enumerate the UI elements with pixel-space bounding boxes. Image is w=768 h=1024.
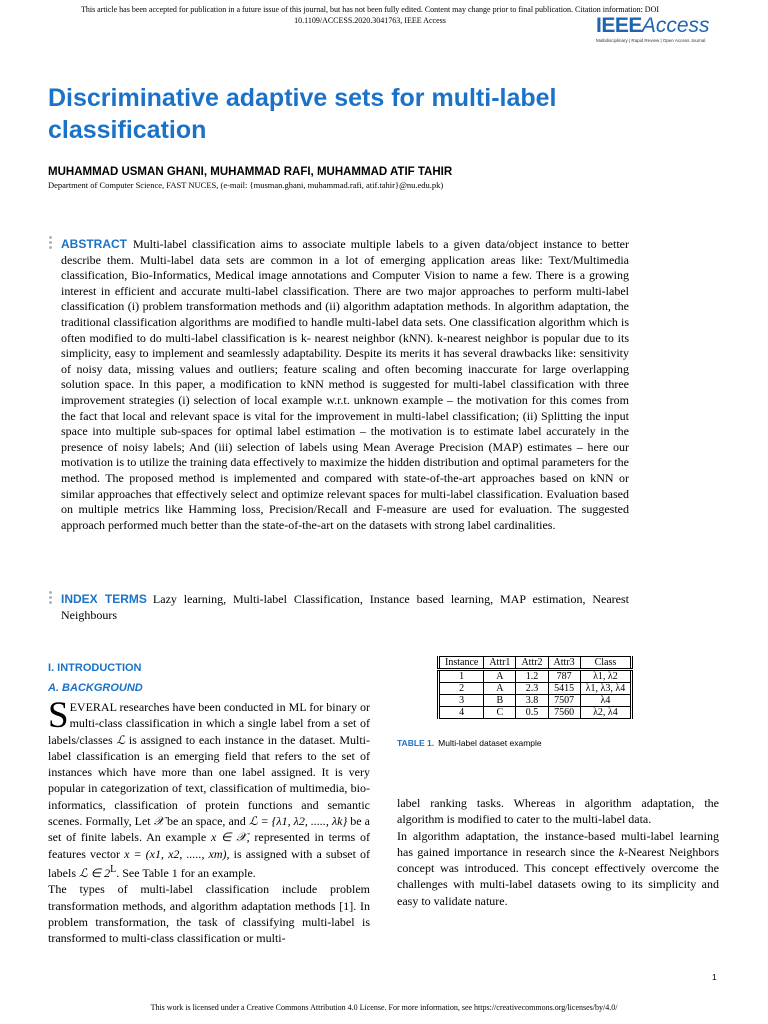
drop-cap: S	[48, 695, 69, 736]
index-terms-marker-icon	[49, 591, 52, 606]
table-cell: 7507	[548, 695, 580, 707]
affiliation: Department of Computer Science, FAST NUCES, (e-mail: {musman.ghani, muhammad.rafi, atif.tahir}@nu.edu.pk)	[48, 180, 444, 190]
table-row	[439, 683, 632, 695]
table-cell: λ1, λ3, λ4	[580, 683, 632, 695]
table-1	[437, 656, 633, 719]
table-caption	[397, 738, 542, 748]
table-cell: 1	[459, 671, 465, 682]
table-header-cell: Class	[580, 657, 632, 670]
table-cell: 1.2	[516, 670, 548, 683]
table-row	[439, 707, 632, 719]
abstract	[61, 237, 629, 533]
table-cell: 2	[459, 683, 465, 694]
table-cell: B	[484, 695, 516, 707]
table-cell: 3.8	[516, 695, 548, 707]
intro-paragraph-1: SEVERAL researches have been conducted in ML for binary or multi-class classification in which a single label from a set of labels/classes ℒ is assigned to each instance in the dataset. Multi-label classification is an emerging field that refers to the set of instances which have more than one label assigned. It is very popular in categorization of text, classification of multimedia, bio-informatics, classification of protein functions and semantic scenes. Formally, Let 𝒳 be an space, and ℒ = {λ1, λ2, ....., λk} be a set of finite labels. An example x ∈ 𝒳, represented in terms of features vector x = (x1, x2, ....., xm), is assigned with a subset of labels ℒ ∈ $2^L$. See Table 1 for an example.	[48, 695, 370, 880]
table-header-row	[439, 657, 632, 670]
table-cell: λ1, λ2	[580, 670, 632, 683]
abstract-marker-icon	[49, 236, 52, 251]
table-row	[439, 670, 632, 683]
table-cell: C	[484, 707, 516, 719]
index-terms-text: Lazy learning, Multi-label Classification, Instance based learning, MAP estimation, Nearest Neighbours	[61, 592, 630, 622]
author-list: MUHAMMAD USMAN GHANI, MUHAMMAD RAFI, MUHAMMAD ATIF TAHIR	[48, 166, 453, 178]
right-paragraph-2: In algorithm adaptation, the instance-based multi-label learning has gained importance in research since the k-Nearest Neighbors concept was introduced. This concept effectively overcome the challenges with multi-label datasets owing to its simplicity and easy to validate nature.	[397, 828, 720, 908]
math-label-set: ℒ = {λ1, λ2, ....., λk}	[248, 814, 348, 829]
table-cell: A	[484, 683, 516, 695]
table-cell: 3	[459, 695, 465, 706]
logo-ieee: IEEE	[596, 14, 642, 37]
math-space-symbol: 𝒳	[153, 814, 164, 829]
table-cell: λ2, λ4	[580, 707, 632, 719]
table-header-cell: Attr1	[484, 657, 516, 670]
table-cell: 0.5	[516, 707, 548, 719]
page-number: 1	[712, 972, 717, 982]
publication-notice-line2: 10.1109/ACCESS.2020.3041763, IEEE Access	[294, 16, 446, 25]
table-cell: 7560	[548, 707, 580, 719]
abstract-label: ABSTRACT	[61, 237, 127, 251]
math-powerset: ℒ ∈ 2	[79, 865, 111, 880]
table-cell: 4	[459, 707, 465, 718]
math-label-set-symbol: ℒ	[116, 732, 126, 747]
ieee-access-logo	[596, 14, 726, 44]
table-caption-label: TABLE 1.	[397, 738, 435, 748]
logo-tagline: Multidisciplinary | Rapid Review | Open Access Journal	[596, 38, 706, 43]
section-heading: I. INTRODUCTION	[48, 662, 142, 674]
left-column-text	[48, 695, 370, 946]
table-header-cell: Attr3	[548, 657, 580, 670]
math-k: k	[618, 844, 624, 859]
logo-access: Access	[641, 14, 710, 37]
right-paragraph-1: label ranking tasks. Whereas in algorithm adaptation, the algorithm is modified to cater to the multi-label data.	[397, 796, 719, 827]
table-header-cell: Instance	[445, 657, 479, 668]
publication-notice-line1: This article has been accepted for publication in a future issue of this journal, but has not been fully edited. Content may change prior to final publication. Citation information: DOI	[80, 5, 660, 14]
subsection-heading: A. BACKGROUND	[48, 682, 143, 694]
abstract-text: Multi-label classification aims to associate multiple labels to a given data/object instance to better describe them. Multi-label data sets are common in a lot of emerging application areas like: Text/Multimedia classification, Bio-Informatics, Medical image annotations and Computer Vision to name a few. There is a growing interest in efficient and accurate multi-label classification. There are two major approaches to perform multi-label classification (i) problem transformation methods and (ii) algorithm adaptation methods. In algorithm adaptation, the traditional classification algorithms are modified to handle multi-label data sets. One classification algorithm which is often modified to do multi-label classification is k- nearest neighbor (kNN). k-nearest neighbor is popular due to its simplicity, easy to implement and seamlessly adaptability. Despite its merits it has several drawbacks like: sensitivity of noisy data, missing values and outliers; feature scaling and often becoming inaccurate for large overlapping solution space. In this paper, a modification to kNN method is suggested for multi-label classification with three improvement strategies (i) selection of local example w.r.t. unknown example – the motivation for this comes from the fact that local and relevant space is vital for the improvement in multi-label classification; (ii) Splitting the input space into multiple sub-spaces for optimal label estimation – the motivation is to estimate label accurately in the presence of noisy labels; And (iii) selection of labels using Mean Average Precision (MAP) estimates – here our motivation is to utilize the training data effectively to maximize the hidden distribution and optimal parameters for the method. The proposed method is implemented and compared with state-of-the-art approaches based on kNN or similar approaches that effectively select and optimize relevant spaces for multi-label classification. Evaluation based on multiple metrics like Hamming loss, Precision/Recall and F-measure are used for evaluation. The suggested approach performed much better than the state-of-the-art on the datasets with strong label cardinalities.	[61, 237, 629, 532]
table-cell: 5415	[548, 683, 580, 695]
table-caption-text: Multi-label dataset example	[438, 738, 542, 748]
math-membership: x ∈ 𝒳	[210, 830, 247, 845]
license-footer: This work is licensed under a Creative Commons Attribution 4.0 License. For more information, see https://creativecommons.org/licenses/by/4.0/	[150, 1003, 618, 1012]
logo-wordmark	[596, 14, 726, 38]
index-terms	[61, 592, 629, 623]
paper-title: Discriminative adaptive sets for multi-label classification	[48, 84, 557, 144]
table-cell: 2.3	[516, 683, 548, 695]
index-terms-label: INDEX TERMS	[61, 592, 147, 606]
table-row	[439, 695, 632, 707]
right-column-text	[397, 795, 719, 909]
intro-paragraph-2: The types of multi-label classification include problem transformation methods, and algorithm adaptation methods [1]. In problem transformation, the task of classifying multi-label is transformed to multi-class classification or multi-	[48, 882, 370, 946]
table-cell: λ4	[580, 695, 632, 707]
table-cell: 787	[548, 670, 580, 683]
math-feature-vector: x = (x1, x2, ....., xm)	[124, 846, 227, 861]
table-header-cell: Attr2	[516, 657, 548, 670]
table-cell: A	[484, 670, 516, 683]
